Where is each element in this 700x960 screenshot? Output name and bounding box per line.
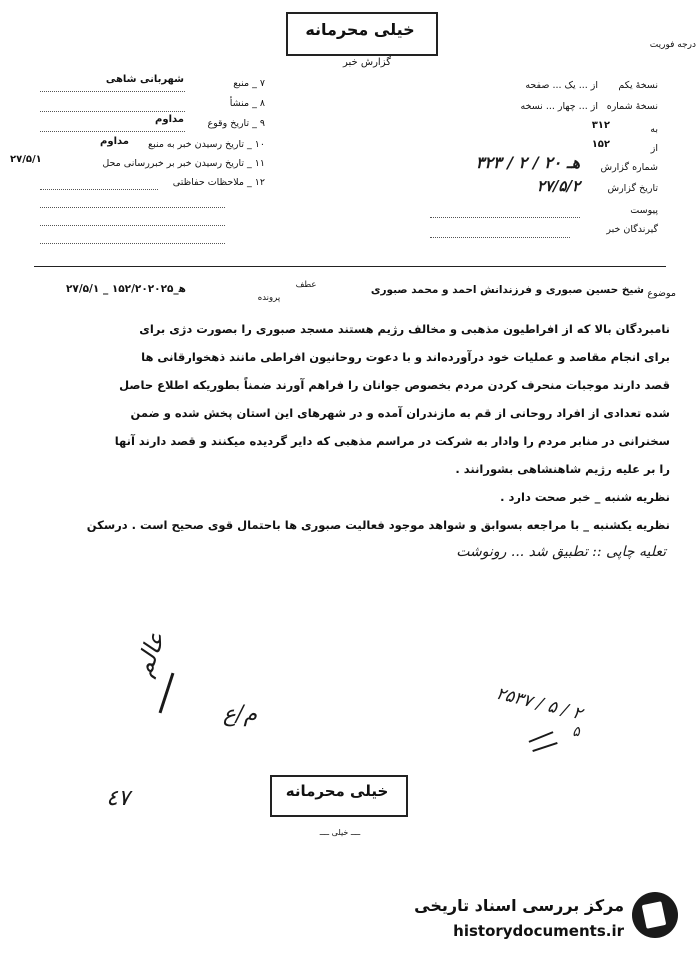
- bottom-stamp-sub: ــــ خیلی ــــ: [319, 828, 361, 837]
- body-line-1: نامبردگان بالا که از افراطیون مذهبی و مخالف رژیم هستند مسجد صبوری را بصورت دژی برای: [139, 322, 670, 336]
- field-label-from: از: [650, 143, 658, 154]
- field-label-received-source: ۱۰ _ تاریخ رسیدن خبر به منبع: [148, 139, 265, 150]
- pervande-label: پرونده: [257, 293, 281, 303]
- assessment-saturday: نظریه شنبه _ خبر صحت دارد .: [500, 490, 670, 504]
- urgency-label: درجه فوریت: [649, 40, 696, 50]
- field-label-report-date: تاریخ گزارش: [607, 183, 658, 194]
- watermark-title: مرکز بررسی اسناد تاریخی: [414, 896, 624, 915]
- bottom-classification-stamp: خیلی محرمانه: [285, 782, 389, 800]
- field-value-event-date: مداوم: [155, 114, 184, 125]
- field-label-origin: ۸ _ منشأ: [229, 98, 265, 109]
- field-label-event-date: ۹ _ تاریخ وقوع: [207, 118, 265, 129]
- field-label-report-number: شماره گزارش: [600, 162, 658, 173]
- field-label-recipients: گیرندگان خبر: [606, 224, 658, 235]
- field-value-from: ۱۵۲: [591, 139, 610, 150]
- handwritten-initials: ٤٧: [106, 786, 130, 811]
- body-line-6: را بر علیه رژیم شاهنشاهی بشورانند .: [455, 462, 670, 476]
- field-label-attachment: پیوست: [630, 205, 658, 216]
- report-type-label: گزارش خبر: [343, 57, 391, 68]
- handwritten-date: ۲۵۳۷ / ۵ / ۲: [493, 683, 585, 725]
- field-label-copy-number: نسخهٔ شماره: [606, 101, 658, 112]
- handwritten-note-3: ۵: [572, 724, 580, 740]
- field-value-report-number: ۳۲۳ / ۲ / ۲۰ هـ: [475, 153, 580, 172]
- handwritten-note-2: م/ع: [222, 702, 258, 727]
- classification-stamp: خیلی محرمانه: [305, 20, 415, 39]
- field-value-copy: از ... یک ... صفحه: [525, 80, 598, 91]
- assessment-sunday: نظریه یکشنبه _ با مراجعه بسوابق و شواهد موجود فعالیت صبوری ها باحتمال قوی صحیح است . درسکن: [86, 518, 670, 532]
- subject-text: شیخ حسین صبوری و فرزندانش احمد و محمد صبوری: [370, 284, 644, 296]
- field-value-copy-number: از ... چهار ... نسخه: [520, 101, 598, 112]
- ref-number: ۲۷/۵/۱ _ ۱۵۲/۲۰۲۰ه‍‍_۲۵: [66, 283, 186, 295]
- handwritten-stroke: [159, 673, 175, 714]
- field-label-copy: نسخهٔ یکم: [618, 80, 658, 91]
- field-value-to: ۳۱۲: [591, 120, 610, 131]
- field-label-security-notes: ۱۲ _ ملاحظات حفاظتی: [172, 177, 265, 188]
- handwritten-margin-note: تعلیه چاپی :: تطبیق شد ... رونوشت: [456, 544, 666, 560]
- body-line-2: برای انجام مقاصد و عملیات خود درآورده‌اند و با دعوت روحانیون افراطی مانند ذهخوارقانی ها: [141, 350, 670, 364]
- body-line-5: سخنرانی در منابر مردم را وادار به شرکت در مراسم مذهبی که دایر گردیده میکنند و قصد دارند آنها: [114, 434, 670, 448]
- field-value-report-date: ۲۷/۵/۲: [536, 177, 580, 195]
- ref-label: عطف: [295, 280, 317, 290]
- field-label-source: ۷ _ منبع: [233, 78, 265, 89]
- field-value-received-source: مداوم: [100, 136, 129, 147]
- field-label-received-local: ۱۱ _ تاریخ رسیدن خبر بر خبر‌رسانی محل: [102, 158, 265, 169]
- field-label-to: به: [650, 124, 658, 135]
- header-divider: [34, 266, 666, 267]
- field-value-source: شهربانی شاهی: [105, 74, 184, 85]
- subject-label: موضوع: [647, 288, 676, 299]
- watermark-url: historydocuments.ir: [453, 922, 624, 940]
- body-line-3: قصد دارند موجبات منحرف کردن مردم بخصوص جوانان را فراهم آورند ضمناً بطوریکه اطلاع حاصل: [119, 378, 670, 392]
- field-value-received-local: ۲۷/۵/۱: [10, 154, 42, 165]
- body-line-4: شده تعدادی از افراد روحانی از قم به مازندران آمده و در شهرهای این استان پخش شده و ضمن: [130, 406, 670, 420]
- handwritten-note-1: عالم: [129, 628, 171, 680]
